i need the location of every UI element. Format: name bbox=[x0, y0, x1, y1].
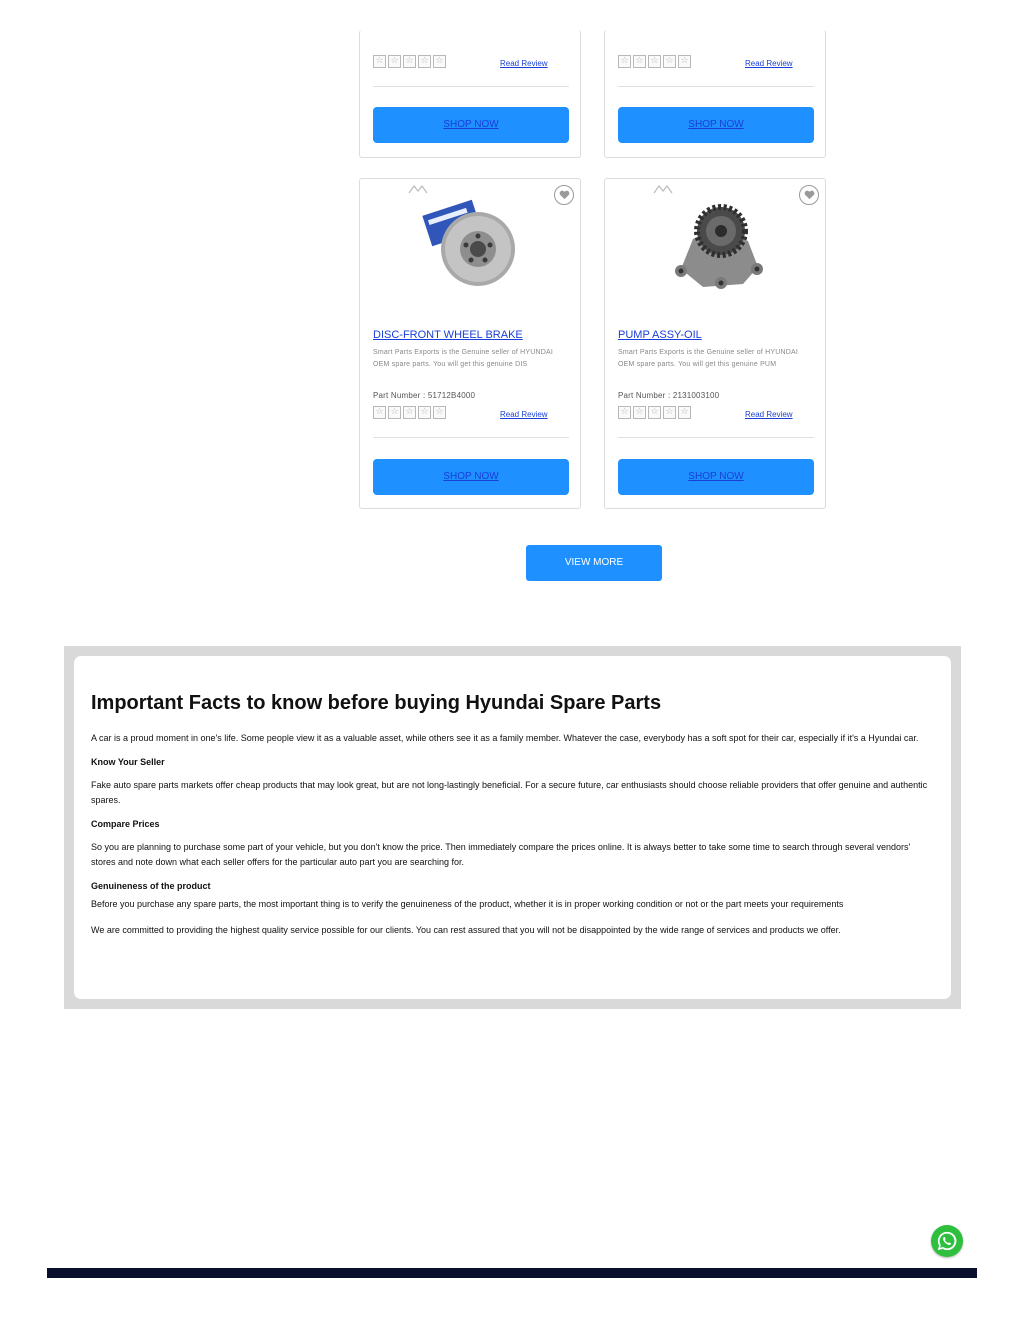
read-review-link[interactable]: Read Review bbox=[745, 410, 793, 419]
facts-closing: We are committed to providing the highest quality service possible for our clients. You can rest assured that you will not be disappointed by the wide range of services and products we offer. bbox=[91, 925, 841, 935]
oil-pump-image bbox=[663, 199, 773, 294]
star-icon[interactable]: ☆ bbox=[648, 55, 661, 68]
star-icon[interactable]: ☆ bbox=[648, 406, 661, 419]
product-card bbox=[604, 178, 826, 509]
read-review-link[interactable]: Read Review bbox=[745, 59, 793, 68]
star-icon[interactable]: ☆ bbox=[388, 55, 401, 68]
facts-heading: Genuineness of the product bbox=[91, 881, 211, 891]
whatsapp-button[interactable] bbox=[931, 1225, 963, 1257]
read-review-link[interactable]: Read Review bbox=[500, 59, 548, 68]
facts-panel bbox=[74, 656, 951, 999]
star-icon[interactable]: ☆ bbox=[618, 55, 631, 68]
facts-intro: A car is a proud moment in one's life. Some people view it as a valuable asset, while others see it as a family member. Whatever the case, everybody has a soft spot for their car, especially if it's a Hyundai car. bbox=[91, 733, 919, 743]
shop-now-button[interactable]: SHOP NOW bbox=[373, 459, 569, 495]
brand-logo-icon bbox=[408, 184, 428, 194]
rating-stars[interactable] bbox=[373, 406, 446, 419]
shop-now-button[interactable]: SHOP NOW bbox=[373, 107, 569, 143]
part-number: Part Number : 51712B4000 bbox=[373, 391, 476, 400]
facts-paragraph: Before you purchase any spare parts, the most important thing is to verify the genuineness of the product, whether it is in proper working condition or not or the part meets your requirements bbox=[91, 899, 844, 909]
favorite-button[interactable] bbox=[799, 185, 819, 205]
read-review-link[interactable]: Read Review bbox=[500, 410, 548, 419]
star-icon[interactable]: ☆ bbox=[663, 55, 676, 68]
star-icon[interactable]: ☆ bbox=[433, 406, 446, 419]
brand-logo-icon bbox=[653, 184, 673, 194]
star-icon[interactable]: ☆ bbox=[678, 406, 691, 419]
product-card bbox=[359, 30, 581, 158]
star-icon[interactable]: ☆ bbox=[388, 406, 401, 419]
facts-paragraph: So you are planning to purchase some part of your vehicle, but you don't know the price. Then immediately compare the prices online. It is always better to take some time to search through several vendors' stores and note down what each seller offers for the particular auto part you are searching for. bbox=[91, 842, 911, 867]
facts-title: Important Facts to know before buying Hyundai Spare Parts bbox=[91, 692, 662, 714]
star-icon[interactable]: ☆ bbox=[433, 55, 446, 68]
whatsapp-icon bbox=[936, 1230, 958, 1252]
view-more-button[interactable]: VIEW MORE bbox=[526, 545, 662, 581]
facts-heading: Know Your Seller bbox=[91, 757, 165, 767]
product-description: Smart Parts Exports is the Genuine seller of HYUNDAI OEM spare parts. You will get this genuine PUM bbox=[618, 349, 799, 368]
star-icon[interactable]: ☆ bbox=[633, 55, 646, 68]
shop-now-button[interactable]: SHOP NOW bbox=[618, 459, 814, 495]
divider bbox=[618, 437, 814, 438]
facts-paragraph: Fake auto spare parts markets offer cheap products that may look great, but are not long-lastingly beneficial. For a secure future, car enthusiasts should choose reliable providers that offer genuine and authentic spares. bbox=[91, 780, 928, 805]
brake-disc-image bbox=[418, 199, 528, 294]
divider bbox=[373, 86, 569, 87]
divider bbox=[373, 437, 569, 438]
star-icon[interactable]: ☆ bbox=[403, 406, 416, 419]
star-icon[interactable]: ☆ bbox=[663, 406, 676, 419]
part-number: Part Number : 2131003100 bbox=[618, 391, 720, 400]
product-description: Smart Parts Exports is the Genuine seller of HYUNDAI OEM spare parts. You will get this genuine DIS bbox=[373, 349, 554, 368]
product-title[interactable]: DISC-FRONT WHEEL BRAKE bbox=[373, 329, 523, 341]
product-card bbox=[359, 178, 581, 509]
rating-stars[interactable] bbox=[618, 55, 691, 68]
favorite-button[interactable] bbox=[554, 185, 574, 205]
footer-bar bbox=[47, 1268, 977, 1278]
star-icon[interactable]: ☆ bbox=[418, 55, 431, 68]
rating-stars[interactable] bbox=[618, 406, 691, 419]
star-icon[interactable]: ☆ bbox=[373, 55, 386, 68]
shop-now-button[interactable]: SHOP NOW bbox=[618, 107, 814, 143]
star-icon[interactable]: ☆ bbox=[373, 406, 386, 419]
star-icon[interactable]: ☆ bbox=[403, 55, 416, 68]
rating-stars[interactable] bbox=[373, 55, 446, 68]
divider bbox=[618, 86, 814, 87]
star-icon[interactable]: ☆ bbox=[418, 406, 431, 419]
heart-icon bbox=[804, 190, 815, 200]
product-title[interactable]: PUMP ASSY-OIL bbox=[618, 329, 702, 341]
star-icon[interactable]: ☆ bbox=[618, 406, 631, 419]
facts-section bbox=[64, 646, 961, 1009]
star-icon[interactable]: ☆ bbox=[633, 406, 646, 419]
heart-icon bbox=[559, 190, 570, 200]
star-icon[interactable]: ☆ bbox=[678, 55, 691, 68]
facts-heading: Compare Prices bbox=[91, 819, 160, 829]
product-card bbox=[604, 30, 826, 158]
